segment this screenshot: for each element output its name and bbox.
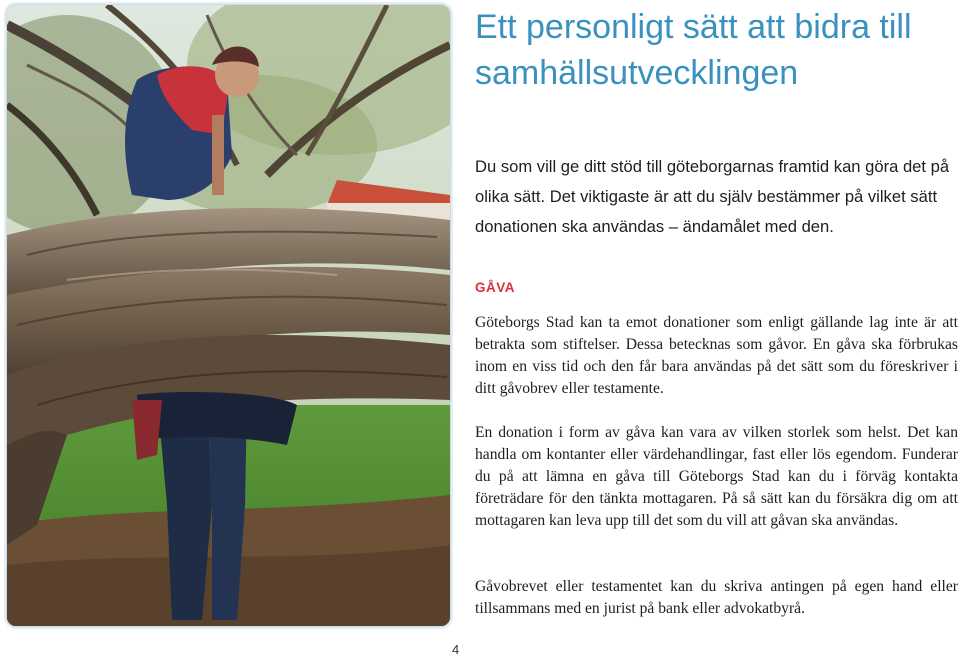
body-paragraph-1: Göteborgs Stad kan ta emot donationer som enligt gällande lag inte är att betrakta som stiftelser. Dessa betecknas som gåvor. En gåva ska förbrukas inom en viss tid och den får bara användas på det sätt som du föreskriver i ditt gåvobrev eller testamente. bbox=[475, 314, 958, 397]
intro-paragraph: Du som vill ge ditt stöd till göteborgarnas framtid kan göra det på olika sätt. Det viktigaste är att du själv bestämmer på vilket sätt donationen ska användas – ändamålet med den. bbox=[475, 157, 950, 236]
body-paragraph-3: Gåvobrevet eller testamentet kan du skriva antingen på egen hand eller tillsammans med en jurist på bank eller advokatbyrå. bbox=[475, 578, 958, 617]
page-title: Ett personligt sätt att bidra till samhällsutvecklingen bbox=[475, 8, 912, 92]
body-paragraph-2: En donation i form av gåva kan vara av vilken storlek som helst. Det kan handla om kontanter eller värdehandlingar, fast eller lös egendom. Funderar du på att lämna en gåva till Göteborgs Stad kan du i förväg kontakta företrädare för den tänkta mottagaren. På så sätt kan du försäkra dig om att mottagaren kan leva upp till det som du vill att gåvan ska användas. bbox=[475, 424, 958, 529]
section-heading-gava: GÅVA bbox=[475, 280, 516, 295]
page-number: 4 bbox=[452, 642, 460, 657]
photo-illustration bbox=[7, 5, 450, 626]
photo-child-climbing-tree bbox=[6, 4, 451, 627]
